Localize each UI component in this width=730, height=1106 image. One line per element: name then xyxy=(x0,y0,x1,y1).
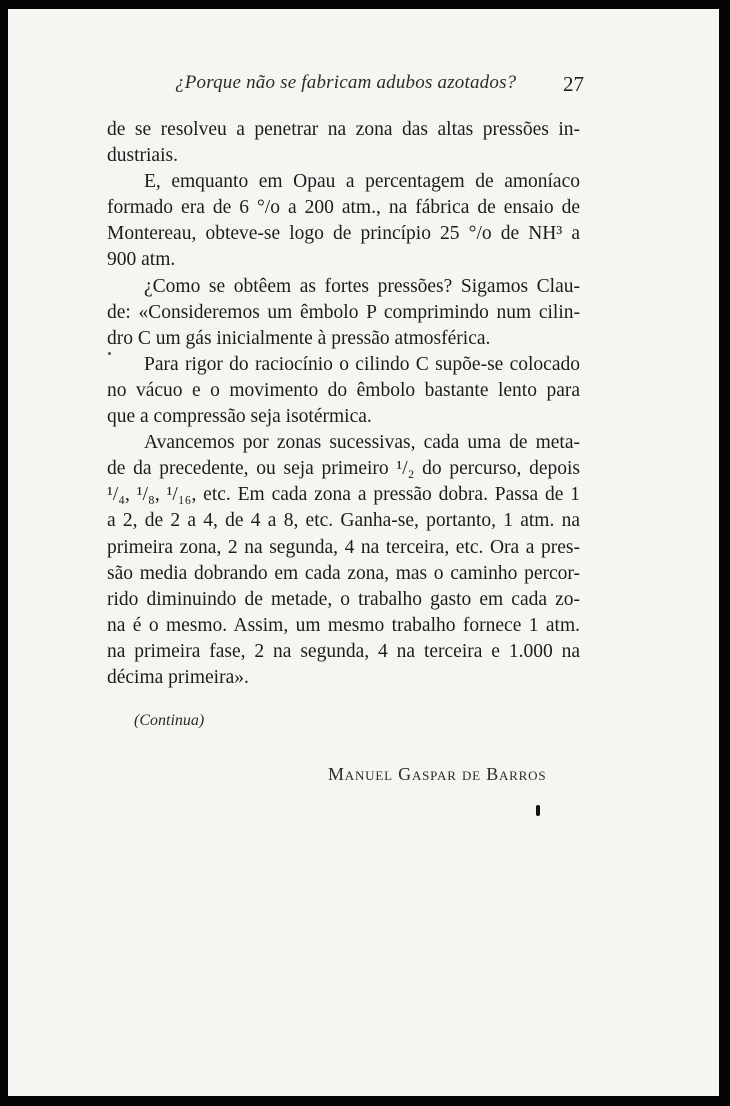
body-line: que a compressão seja isotérmica. xyxy=(107,406,372,428)
body-line: Montereau, obteve-se logo de princípio 25 °/o de NH³ a xyxy=(107,223,580,245)
body-line: na é o mesmo. Assim, um mesmo trabalho fornece 1 atm. xyxy=(107,614,580,636)
body-line: são media dobrando em cada zona, mas o caminho percor- xyxy=(107,562,580,584)
running-title: ¿Porque não se fabricam adubos azotados? xyxy=(175,72,517,93)
body-line: primeira zona, 2 na segunda, 4 na terceira, etc. Ora a pres- xyxy=(107,536,580,558)
body-line: Para rigor do raciocínio o cilindo C supõe-se colocado xyxy=(144,353,580,375)
body-line: ¹/₄, ¹/₈, ¹/₁₆, etc. Em cada zona a pressão dobra. Passa de 1 xyxy=(107,484,580,506)
body-line: na primeira fase, 2 na segunda, 4 na terceira e 1.000 na xyxy=(107,640,580,662)
running-header xyxy=(0,68,730,98)
body-line: dro C um gás inicialmente à pressão atmosférica. xyxy=(107,327,491,349)
body-line: a 2, de 2 a 4, de 4 a 8, etc. Ganha-se, portanto, 1 atm. na xyxy=(107,510,580,532)
article-body xyxy=(107,117,580,691)
body-line: Avancemos por zonas sucessivas, cada uma de meta- xyxy=(144,432,580,454)
body-line: 900 atm. xyxy=(107,249,176,271)
body-line: ¿Como se obtêem as fortes pressões? Sigamos Clau- xyxy=(144,275,580,297)
author-signature: Manuel Gaspar de Barros xyxy=(328,764,547,784)
continuation-note: (Continua) xyxy=(134,712,205,729)
ink-speck xyxy=(108,352,111,355)
body-line: de: «Consideremos um êmbolo P comprimindo num cilin- xyxy=(107,301,580,323)
body-line: E, emquanto em Opau a percentagem de amoníaco xyxy=(144,171,580,193)
body-line: rido diminuindo de metade, o trabalho gasto em cada zo- xyxy=(107,588,580,610)
body-line: formado era de 6 °/o a 200 atm., na fábrica de ensaio de xyxy=(107,197,580,219)
body-line: décima primeira». xyxy=(107,666,249,688)
body-line: de se resolveu a penetrar na zona das altas pressões in- xyxy=(107,119,580,140)
body-line: no vácuo e o movimento do êmbolo bastante lento para xyxy=(107,379,580,401)
ink-speck xyxy=(536,805,540,816)
body-line: dustriais. xyxy=(107,145,178,167)
page-number: 27 xyxy=(563,72,584,96)
body-line: de da precedente, ou seja primeiro ¹/₂ do percurso, depois xyxy=(107,458,580,480)
